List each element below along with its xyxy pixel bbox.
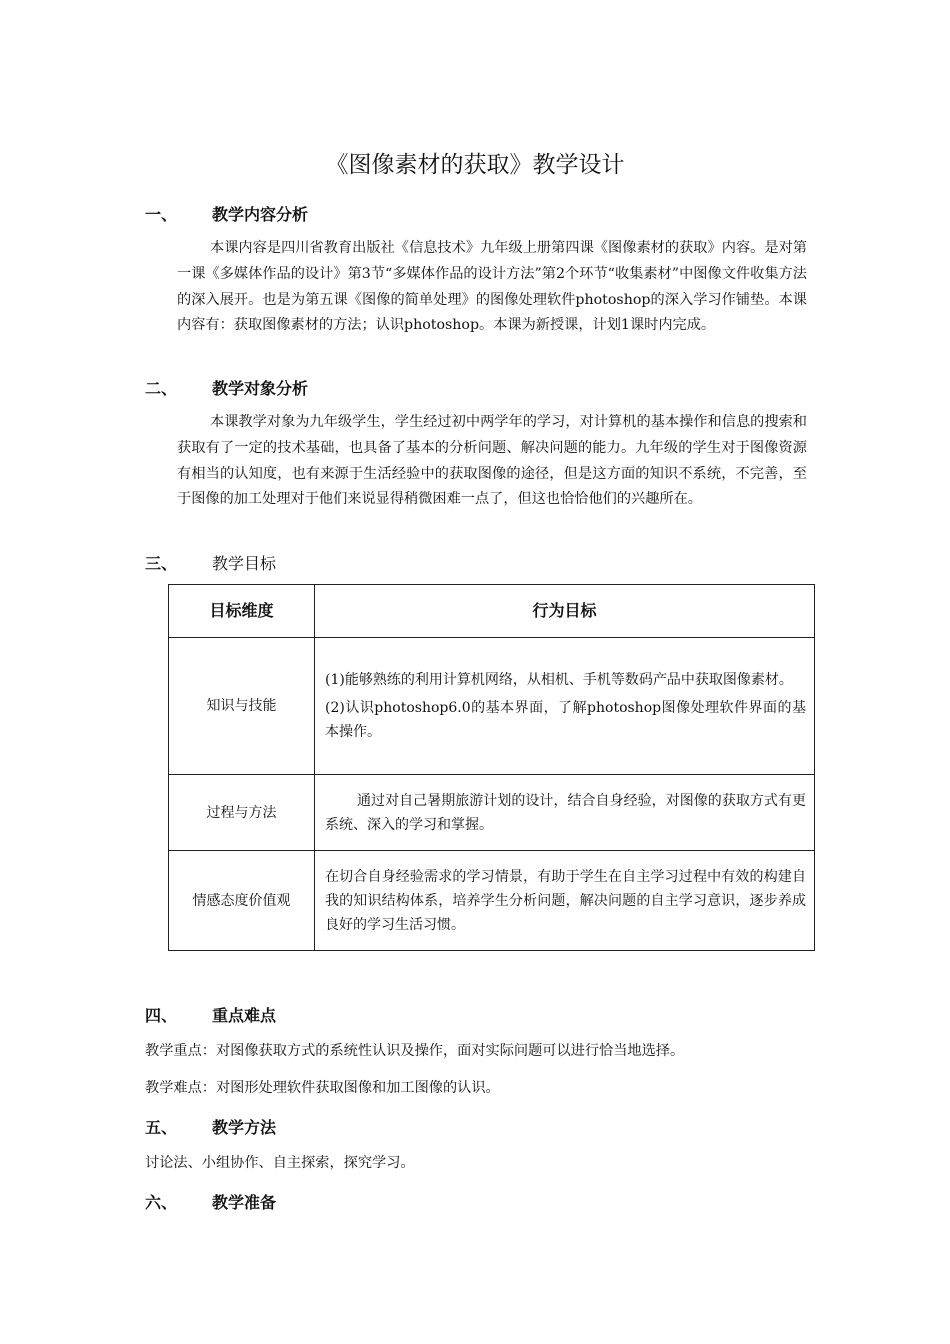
- section-2-body: 本课教学对象为九年级学生，学生经过初中两学年的学习，对计算机的基本操作和信息的搜索和获取有了一定的技术基础，也具备了基本的分析问题、解决问题的能力。九年级的学生对于图像资源有相当的认知度，也有来源于生活经验中的获取图像的途径，但是这方面的知识不系统，不完善，至于图像的加工处理对于他们来说显得稍微困难一点了，但这也恰恰他们的兴趣所在。: [177, 414, 807, 508]
- dimension-cell: 情感态度价值观: [169, 851, 315, 951]
- table-row: [169, 851, 815, 951]
- goals-table: [168, 584, 815, 951]
- section-2-title: 教学对象分析: [212, 379, 309, 398]
- teaching-focus: 教学重点：对图像获取方式的系统性认识及操作，面对实际问题可以进行恰当地选择。: [145, 1043, 685, 1059]
- goal-item: (1)能够熟练的利用计算机网络，从相机、手机等数码产品中获取图像素材。: [325, 672, 793, 688]
- goal-cell: [315, 775, 815, 851]
- section-1-title: 教学内容分析: [212, 205, 309, 224]
- section-4-number: 四、: [145, 1006, 178, 1025]
- goal-item: 在切合自身经验需求的学习情景，有助于学生在自主学习过程中有效的构建自我的知识结构体系，培养学生分析问题，解决问题的自主学习意识，逐步养成良好的学习生活习惯。: [325, 868, 806, 933]
- section-1-body: 本课内容是四川省教育出版社《信息技术》九年级上册第四课《图像素材的获取》内容。是对第一课《多媒体作品的设计》第3节“多媒体作品的设计方法”第2个环节“收集素材”中图像文件收集方法的深入展开。也是为第五课《图像的简单处理》的图像处理软件photoshop的深入学习作铺垫。本课内容有：获取图像素材的方法；认识photoshop。本课为新授课，计划1课时内完成。: [177, 240, 807, 334]
- goal-cell: [315, 638, 815, 775]
- table-row: [169, 775, 815, 851]
- dimension-cell: 过程与方法: [169, 775, 315, 851]
- header-dimension: 目标维度: [169, 585, 315, 638]
- section-5-number: 五、: [145, 1118, 178, 1137]
- goal-item: (2)认识photoshop6.0的基本界面，了解photoshop图像处理软件界面的基本操作。: [325, 700, 806, 740]
- section-6-title: 教学准备: [212, 1193, 277, 1212]
- section-3-number: 三、: [145, 554, 178, 573]
- table-row: [169, 638, 815, 775]
- section-4-title: 重点难点: [212, 1006, 277, 1025]
- table-header-row: [169, 585, 815, 638]
- dimension-cell: 知识与技能: [169, 638, 315, 775]
- teaching-difficulty: 教学难点：对图形处理软件获取图像和加工图像的认识。: [145, 1080, 500, 1096]
- section-6-number: 六、: [145, 1193, 178, 1212]
- goal-cell: [315, 851, 815, 951]
- goal-item: 通过对自己暑期旅游计划的设计，结合自身经验，对图像的获取方式有更系统、深入的学习和掌握。: [325, 792, 806, 833]
- document-title: 《图像素材的获取》教学设计: [325, 152, 625, 178]
- teaching-methods: 讨论法、小组协作、自主探索，探究学习。: [145, 1155, 415, 1171]
- header-behavior-goal: 行为目标: [315, 585, 815, 638]
- section-1-number: 一、: [145, 205, 178, 224]
- section-5-title: 教学方法: [212, 1118, 277, 1137]
- section-3-title: 教学目标: [212, 554, 277, 573]
- section-2-number: 二、: [145, 379, 178, 398]
